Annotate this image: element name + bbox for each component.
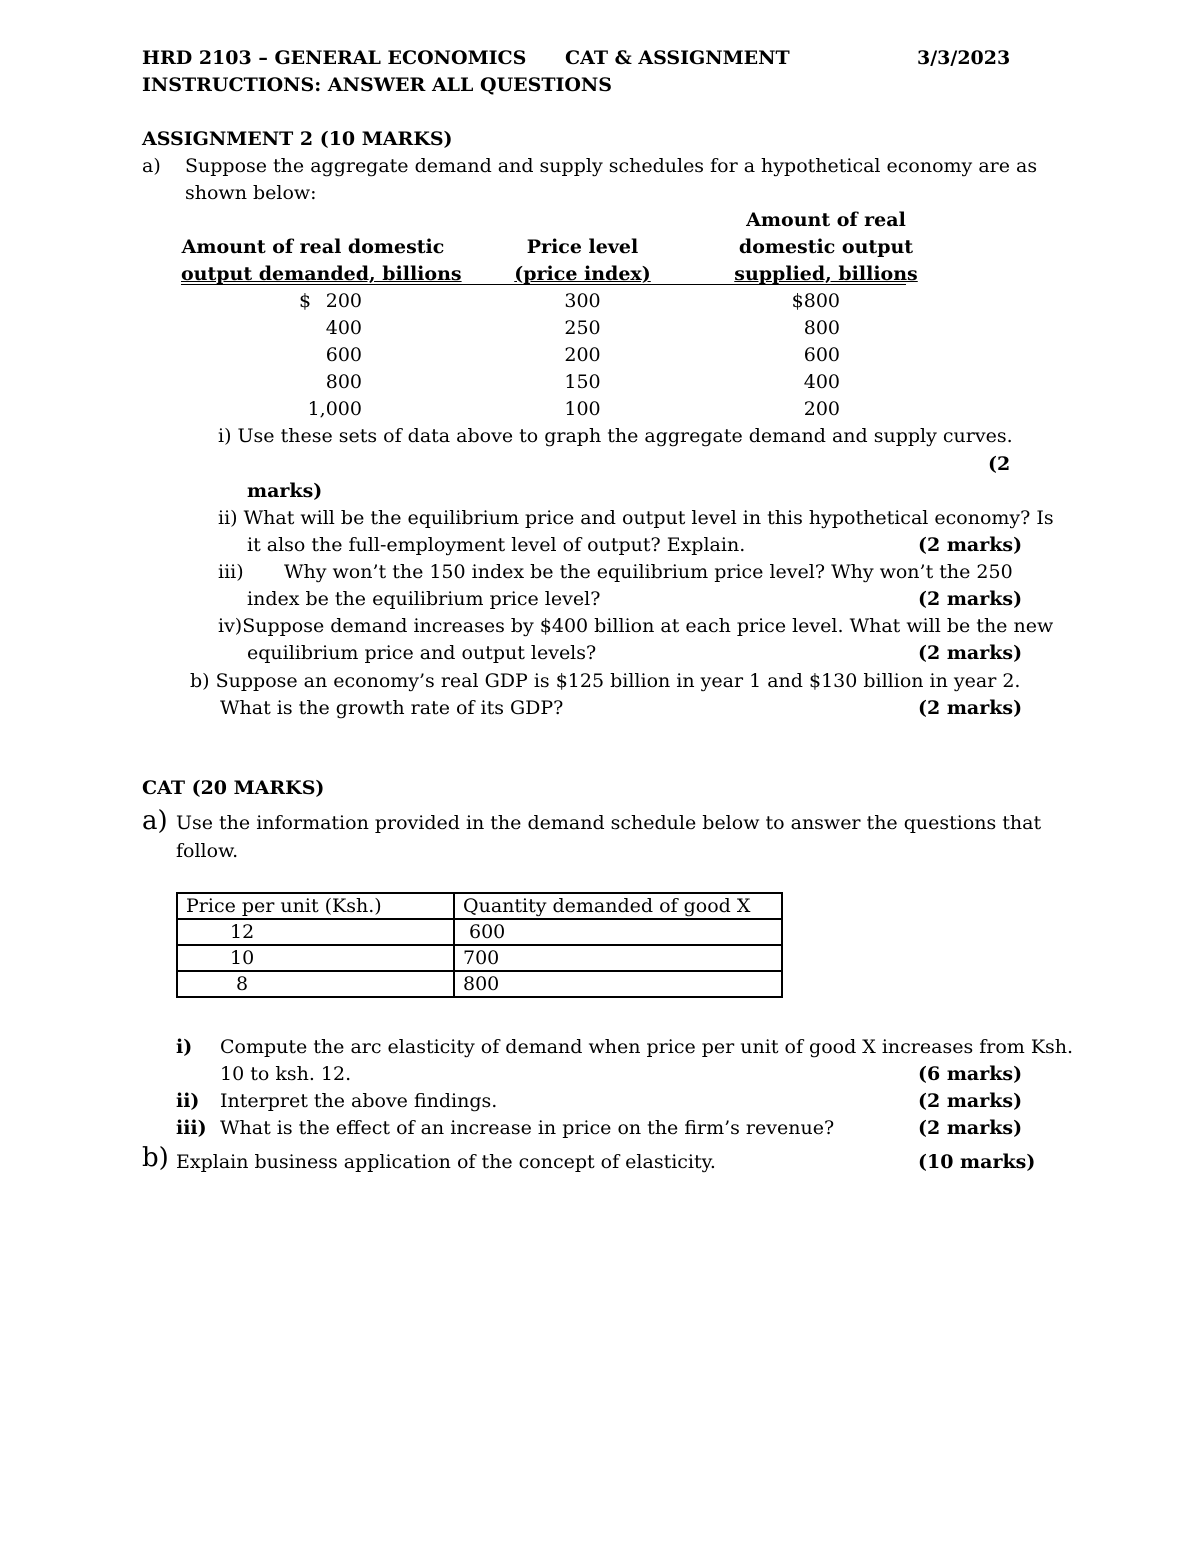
price-value: 200	[564, 344, 601, 366]
demanded-value: 200	[325, 290, 362, 312]
demanded-value: 800	[325, 371, 362, 393]
demand-schedule-table	[176, 892, 783, 998]
cat-b-marks: (10 marks)	[918, 1151, 1036, 1173]
assignment-b-line1: b) Suppose an economy’s real GDP is $125 billion in year 1 and $130 billion in year 2.	[190, 670, 1021, 692]
cat-q-ii-marks: (2 marks)	[918, 1090, 1023, 1112]
cat-title: CAT (20 MARKS)	[142, 777, 325, 799]
assignment-q-iii-line2: index be the equilibrium price level?	[247, 588, 601, 610]
assignment-a-text-line1: Suppose the aggregate demand and supply schedules for a hypothetical economy are as	[185, 155, 1038, 177]
assignment-q-ii-line1: ii) What will be the equilibrium price and output level in this hypothetical economy? Is	[218, 507, 1054, 529]
price-value: 300	[564, 290, 601, 312]
cat-q-iii-marks: (2 marks)	[918, 1117, 1023, 1139]
cat-a-line1: Use the information provided in the demand schedule below to answer the questions that	[176, 812, 1042, 834]
assignment-q-ii-line2: it also the full-employment level of output? Explain.	[247, 534, 746, 556]
demanded-sign: $	[299, 290, 312, 312]
col-supplied-head-line3: supplied, billions	[734, 263, 918, 285]
cat-b-line1: Explain business application of the concept of elasticity.	[176, 1151, 716, 1173]
cat-q-i-marks: (6 marks)	[918, 1063, 1023, 1085]
price-cell: 12	[177, 919, 454, 945]
quantity-cell: 600	[454, 919, 782, 945]
price-cell: 8	[177, 971, 454, 997]
supplied-value: 600	[803, 344, 840, 366]
cat-a-marker: a)	[142, 806, 168, 836]
quantity-cell: 700	[454, 945, 782, 971]
document-date: 3/3/2023	[917, 47, 1011, 69]
assignment-q-ii-marks: (2 marks)	[918, 534, 1023, 556]
table-header-cell: Price per unit (Ksh.)	[177, 893, 454, 919]
quantity-cell: 800	[454, 971, 782, 997]
supplied-value: 400	[803, 371, 840, 393]
cat-a-line2: follow.	[176, 840, 239, 862]
col-price-head-line2: (price index)	[514, 263, 651, 285]
col-demanded-head-line1: Amount of real domestic	[181, 236, 445, 258]
cat-q-i-line2: 10 to ksh. 12.	[220, 1063, 352, 1085]
cat-q-iii-marker: iii)	[176, 1117, 207, 1139]
assignment-q-iv-marks: (2 marks)	[918, 642, 1023, 664]
assignment-q-iii-line1: Why won’t the 150 index be the equilibrium price level? Why won’t the 250	[284, 561, 1013, 583]
assignment-a-marker: a)	[142, 155, 161, 177]
price-value: 250	[564, 317, 601, 339]
supplied-value: 800	[803, 317, 840, 339]
assignment-q-i: i) Use these sets of data above to graph the aggregate demand and supply curves.	[218, 425, 1013, 447]
document-type: CAT & ASSIGNMENT	[565, 47, 790, 69]
assignment-q-i-marks-part2: marks)	[247, 480, 323, 502]
table-row	[177, 971, 782, 997]
assignment-title: ASSIGNMENT 2 (10 MARKS)	[142, 128, 453, 150]
assignment-b-line2: What is the growth rate of its GDP?	[220, 697, 564, 719]
cat-q-i-marker: i)	[176, 1036, 193, 1058]
instructions: INSTRUCTIONS: ANSWER ALL QUESTIONS	[142, 74, 613, 96]
col-demanded-head-line2: output demanded, billions	[181, 263, 462, 285]
table-header-cell: Quantity demanded of good X	[454, 893, 782, 919]
table-header-rule	[181, 284, 906, 285]
col-supplied-head-line2: domestic output	[738, 236, 914, 258]
price-cell: 10	[177, 945, 454, 971]
supplied-value: $800	[791, 290, 840, 312]
assignment-q-iii-marks: (2 marks)	[918, 588, 1023, 610]
assignment-a-text-line2: shown below:	[185, 182, 317, 204]
course-title: HRD 2103 – GENERAL ECONOMICS	[142, 47, 527, 69]
assignment-q-iv-line1: iv)Suppose demand increases by $400 billion at each price level. What will be the new	[218, 615, 1054, 637]
supplied-value: 200	[803, 398, 840, 420]
cat-q-i-line1: Compute the arc elasticity of demand when price per unit of good X increases from Ksh.	[220, 1036, 1074, 1058]
demanded-value: 600	[325, 344, 362, 366]
assignment-q-iii-marker: iii)	[218, 561, 244, 583]
col-supplied-head-line1: Amount of real	[746, 209, 906, 231]
assignment-q-i-marks-part1: (2	[988, 453, 1011, 475]
cat-q-ii-line1: Interpret the above findings.	[220, 1090, 498, 1112]
table-row	[177, 945, 782, 971]
demanded-value: 1,000	[307, 398, 362, 420]
col-price-head-line1: Price level	[526, 236, 639, 258]
table-header-row	[177, 893, 782, 919]
cat-q-ii-marker: ii)	[176, 1090, 200, 1112]
table-row	[177, 919, 782, 945]
cat-b-marker: b)	[142, 1143, 169, 1173]
cat-q-iii-line1: What is the effect of an increase in price on the firm’s revenue?	[220, 1117, 835, 1139]
price-value: 100	[564, 398, 601, 420]
assignment-b-marks: (2 marks)	[918, 697, 1023, 719]
price-value: 150	[564, 371, 601, 393]
demanded-value: 400	[325, 317, 362, 339]
assignment-q-iv-line2: equilibrium price and output levels?	[247, 642, 597, 664]
